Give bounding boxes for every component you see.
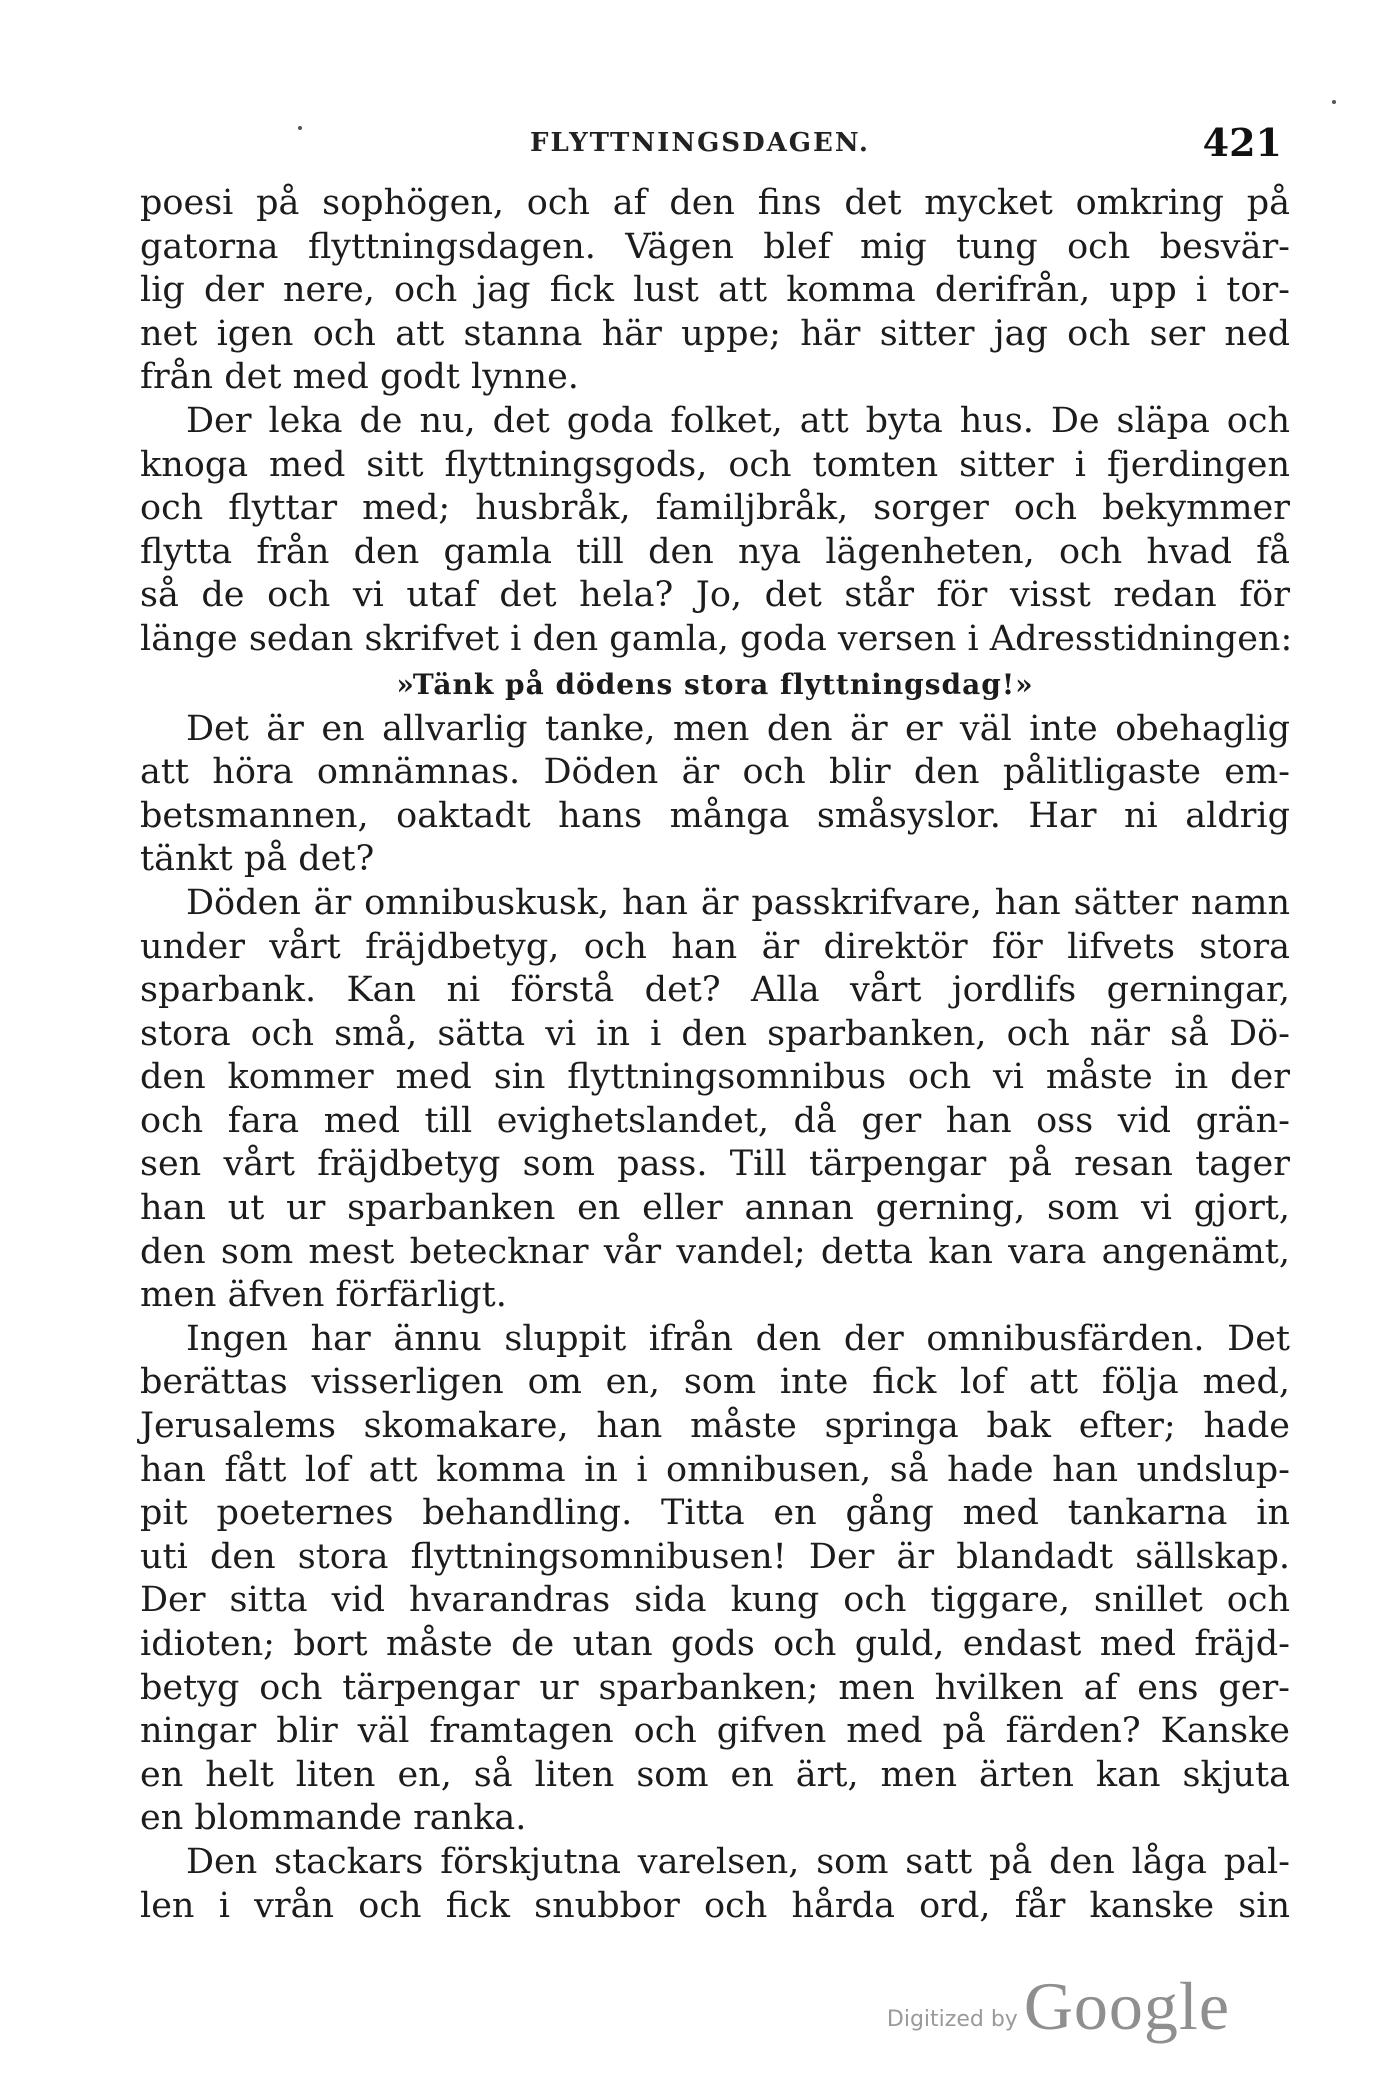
quoted-verse: »Tänk på dödens stora flyttningsdag!» <box>396 667 1034 701</box>
text-line: pit poeternes behandling. Titta en gång med tankarna in <box>140 1493 1290 1534</box>
text-line: och fara med till evighetslandet, då ger han oss vid grän- <box>140 1100 1290 1141</box>
text-line: från det med godt lynne. <box>140 357 579 398</box>
text-line: stora och små, sätta vi in i den sparbanken, och när så Dö- <box>140 1013 1290 1054</box>
text-line: en helt liten en, så liten som en ärt, men ärten kan skjuta <box>140 1754 1290 1795</box>
text-line: Jerusalems skomakare, han måste springa bak efter; hade <box>140 1406 1290 1447</box>
text-line: poesi på sophögen, och af den fins det mycket omkring på <box>140 183 1290 223</box>
google-logo: Google <box>1023 1968 1230 2044</box>
text-line: en blommande ranka. <box>140 1798 527 1839</box>
text-line: han fått lof att komma in i omnibusen, så hade han undslup- <box>140 1449 1290 1490</box>
text-line: idioten; bort måste de utan gods och guld, endast med fräjd- <box>140 1624 1290 1664</box>
text-line: Döden är omnibuskusk, han är passkrifvare, han sätter namn <box>186 882 1290 923</box>
page-number: 421 <box>1202 120 1282 165</box>
text-line: Der leka de nu, det goda folket, att byta hus. De släpa och <box>186 400 1290 441</box>
print-speck <box>1332 100 1336 104</box>
text-line: så de och vi utaf det hela? Jo, det står för visst redan för <box>140 575 1290 616</box>
text-line: gatorna flyttningsdagen. Vägen blef mig tung och besvär- <box>140 226 1290 267</box>
google-watermark <box>887 1966 1230 2046</box>
text-line: och flyttar med; husbråk, familjbråk, sorger och bekymmer <box>140 488 1290 529</box>
text-line: Det är en allvarlig tanke, men den är er väl inte obehaglig <box>186 708 1290 749</box>
text-line: uti den stora flyttningsomnibusen! Der är blandadt sällskap. <box>140 1536 1290 1577</box>
text-line: den kommer med sin flyttningsomnibus och vi måste in der <box>140 1057 1290 1098</box>
text-line: net igen och att stanna här uppe; här sitter jag och ser ned <box>140 313 1290 354</box>
text-line: Ingen har ännu sluppit ifrån den der omnibusfärden. Det <box>186 1318 1290 1359</box>
text-line: ningar blir väl framtagen och gifven med på färden? Kanske <box>140 1711 1290 1752</box>
body-text <box>140 182 1293 1928</box>
digitized-by-label: Digitized by <box>886 2007 1018 2032</box>
text-line: sen vårt fräjdbetyg som pass. Till tärpengar på resan tager <box>140 1144 1290 1185</box>
text-line: betsmannen, oaktadt hans många småsyslor. Har ni aldrig <box>140 795 1290 836</box>
running-head <box>140 120 1290 170</box>
text-line: Den stackars förskjutna varelsen, som satt på den låga pal- <box>186 1841 1290 1882</box>
text-line: han ut ur sparbanken en eller annan gerning, som vi gjort, <box>140 1188 1290 1229</box>
text-line: sparbank. Kan ni förstå det? Alla vårt jordlifs gerningar, <box>140 970 1290 1011</box>
text-line: den som mest betecknar vår vandel; detta kan vara angenämt, <box>140 1231 1290 1272</box>
text-line: tänkt på det? <box>140 839 375 880</box>
text-line: att höra omnämnas. Döden är och blir den pålitligaste em- <box>140 752 1290 793</box>
text-line: betyg och tärpengar ur sparbanken; men hvilken af ens ger- <box>140 1667 1290 1708</box>
text-line: lig der nere, och jag fick lust att komma derifrån, upp i tor- <box>140 270 1290 311</box>
text-line: berättas visserligen om en, som inte fick lof att följa med, <box>140 1362 1290 1403</box>
text-line: länge sedan skrifvet i den gamla, goda versen i Adresstidningen: <box>140 618 1293 659</box>
text-line: Der sitta vid hvarandras sida kung och tiggare, snillet och <box>140 1580 1290 1621</box>
text-line: under vårt fräjdbetyg, och han är direktör för lifvets stora <box>140 926 1290 967</box>
running-title: FLYTTNINGSDAGEN. <box>530 128 870 158</box>
text-line: len i vrån och fick snubbor och hårda ord, får kanske sin <box>140 1885 1290 1926</box>
text-line: flytta från den gamla till den nya lägenheten, och hvad få <box>140 531 1290 572</box>
text-line: knoga med sitt flyttningsgods, och tomten sitter i fjerdingen <box>140 444 1290 485</box>
text-line: men äfven förfärligt. <box>140 1275 507 1316</box>
